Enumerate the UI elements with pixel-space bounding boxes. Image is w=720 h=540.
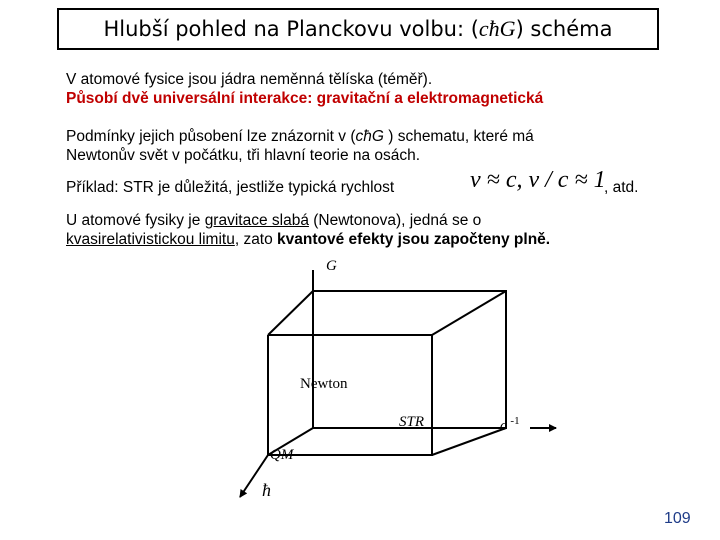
intro-line-2: Působí dvě universální interakce: gravitační a elektromagnetická xyxy=(66,90,544,107)
title-math: cħG xyxy=(478,16,516,41)
gravity-weak-link[interactable]: gravitace slabá xyxy=(204,212,309,229)
example-suffix: , atd. xyxy=(604,179,639,196)
c-symbol: c xyxy=(500,418,507,434)
conditions-line-2: Newtonův svět v počátku, tři hlavní teorie na osách. xyxy=(66,147,421,164)
quasirelativistic-link[interactable]: kvasirelativistickou limitu xyxy=(66,231,235,248)
cube-edge-bottom-right xyxy=(432,428,506,455)
atomic-text-a: U atomové fysiky je xyxy=(66,212,205,229)
formula-text: v ≈ c, v / c ≈ 1 xyxy=(470,167,606,193)
str-label: STR xyxy=(399,414,425,430)
page-number: 109 xyxy=(664,510,691,527)
conditions-suffix: ) schematu, které má xyxy=(383,128,534,145)
quantum-effects-text: kvantové efekty jsou započteny plně. xyxy=(277,231,551,248)
cube-back-face xyxy=(313,291,506,428)
cube-edge-top-right xyxy=(432,291,506,335)
example-text: Příklad: STR je důležitá, jestliže typická rychlost xyxy=(66,179,395,196)
atomic-text-c: (Newtonova), jedná se o xyxy=(308,212,482,229)
hbar-axis-label: ħ xyxy=(262,480,271,500)
cube-front-face xyxy=(268,335,432,455)
c-exponent: -1 xyxy=(510,415,520,427)
intro-line-1: V atomové fysice jsou jádra neměnná tělíska (téměř). xyxy=(66,71,433,88)
title-prefix: Hlubší pohled na Planckovu volbu: ( xyxy=(103,17,479,41)
conditions-prefix: Podmínky jejich působení lze znázornit v ( xyxy=(66,128,356,145)
title-suffix: ) schéma xyxy=(515,17,613,41)
atomic-text-b2: , zato xyxy=(234,231,278,248)
conditions-math: cħG xyxy=(355,128,384,145)
qm-label: QM xyxy=(270,447,294,463)
c-axis-label xyxy=(500,415,520,435)
newton-label: Newton xyxy=(300,376,348,392)
g-axis-label: G xyxy=(326,258,337,274)
cube-edge-top-left xyxy=(268,291,313,335)
